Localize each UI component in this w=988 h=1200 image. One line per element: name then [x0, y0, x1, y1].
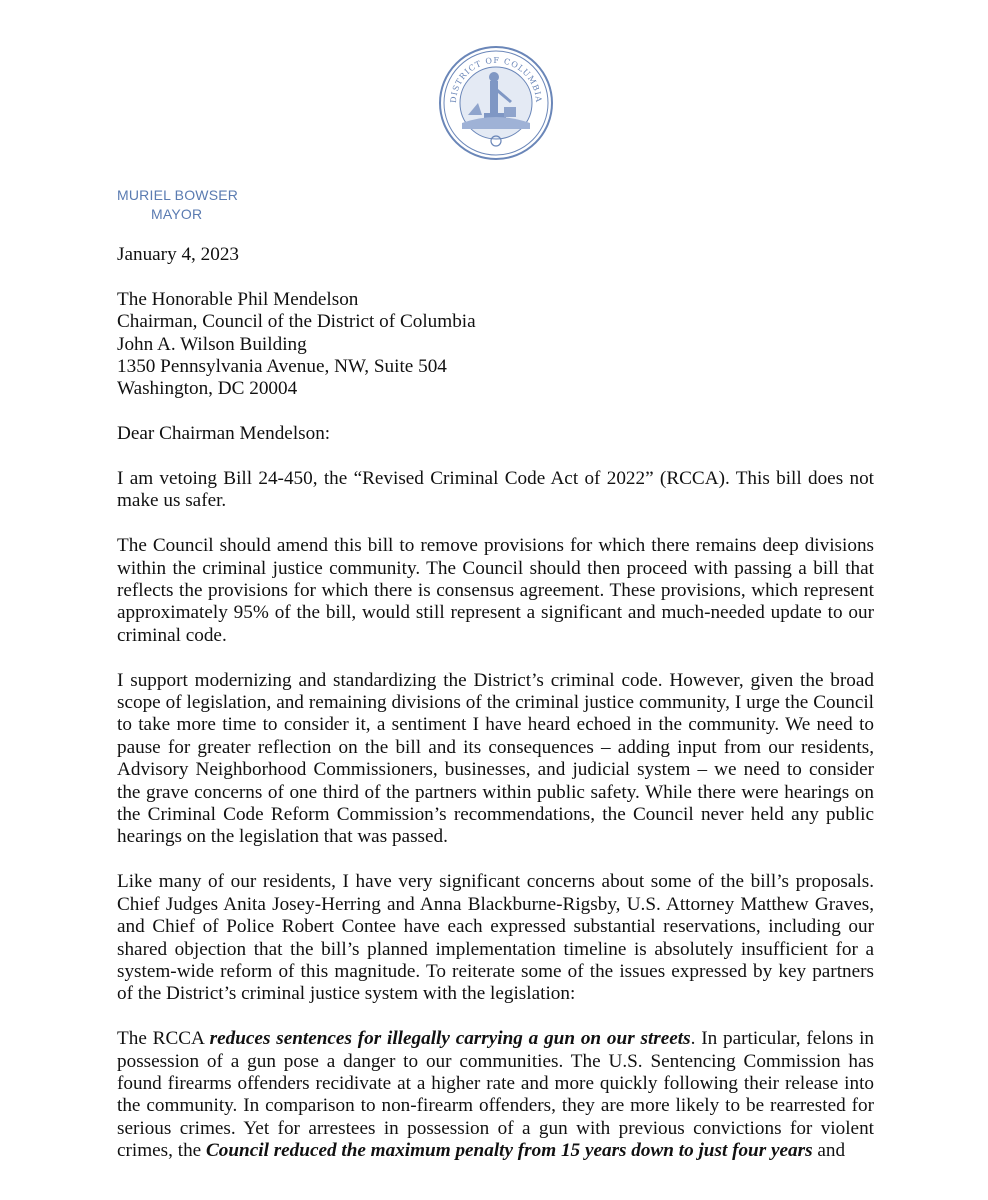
body-paragraph: Like many of our residents, I have very significant concerns about some of the bill’s proposals. Chief Judges Anita Josey-Herring and Anna Blackburne-Rigsby, U.S. Attorney Matthew Graves, and Chief of Police Robert Contee have each expressed substantial reservations, including our shared objection that the bill’s planned implementation timeline is absolutely insufficient for a system-wide reform of this magnitude. To reiterate some of the issues expressed by key partners of the District’s criminal justice system with the legislation:	[117, 871, 874, 1005]
letter-body	[117, 244, 874, 1185]
emphasized-text: reduces sentences for illegally carrying a gun on our streets	[209, 1028, 691, 1050]
letter-date: January 4, 2023	[117, 244, 240, 265]
mayor-name: MURIEL BOWSER	[117, 187, 239, 203]
recipient-line: John A. Wilson Building	[117, 333, 307, 355]
recipient-address	[117, 289, 874, 401]
recipient-line: Chairman, Council of the District of Columbia	[117, 311, 476, 333]
body-paragraph: I am vetoing Bill 24-450, the “Revised Criminal Code Act of 2022” (RCCA). This bill does not make us safer.	[117, 468, 874, 512]
mayor-title: MAYOR	[151, 206, 203, 222]
recipient-line: 1350 Pennsylvania Avenue, NW, Suite 504	[117, 356, 447, 378]
recipient-line: Washington, DC 20004	[117, 378, 298, 400]
body-paragraph: I support modernizing and standardizing the District’s criminal code. However, given the broad scope of legislation, and remaining divisions of the criminal justice community, I urge the Council to take more time to consider it, a sentiment I have heard echoed in the community. We need to pause for greater reflection on the bill and its consequences – adding input from our residents, Advisory Neighborhood Commissioners, businesses, and judicial system – we need to consider the grave concerns of one third of the partners within public safety. While there were hearings on the Criminal Code Reform Commission’s recommendations, the Council never held any public hearings on the legislation that was passed.	[117, 669, 874, 848]
paragraph-text: . In particular, felons in possession of a gun pose a danger to our communities. The U.S. Sentencing Commission has found firearms offenders recidivate at a higher rate and more quickly following their release into the community. In comparison to non-firearm offenders, they are more likely to be rearrested for serious crimes. Yet for arrestees in possession of a gun with previous convictions for violent crimes, the	[117, 1028, 874, 1162]
district-of-columbia-seal	[438, 45, 554, 161]
salutation: Dear Chairman Mendelson:	[117, 423, 331, 445]
body-paragraph: The Council should amend this bill to remove provisions for which there remains deep divisions within the criminal justice community. The Council should then proceed with passing a bill that reflects the provisions for which there is consensus agreement. These provisions, which represent approximately 95% of the bill, would still represent a significant and much-needed update to our criminal code.	[117, 535, 874, 646]
svg-text:DISTRICT OF COLUMBIA: DISTRICT OF COLUMBIA	[448, 55, 544, 104]
body-paragraph	[117, 1028, 874, 1162]
letterhead	[117, 186, 238, 224]
emphasized-text: Council reduced the maximum penalty from 15 years down to just four years	[205, 1140, 813, 1162]
paragraph-text: and	[812, 1140, 846, 1162]
paragraph-text: The RCCA	[117, 1028, 210, 1050]
recipient-line: The Honorable Phil Mendelson	[117, 288, 359, 310]
